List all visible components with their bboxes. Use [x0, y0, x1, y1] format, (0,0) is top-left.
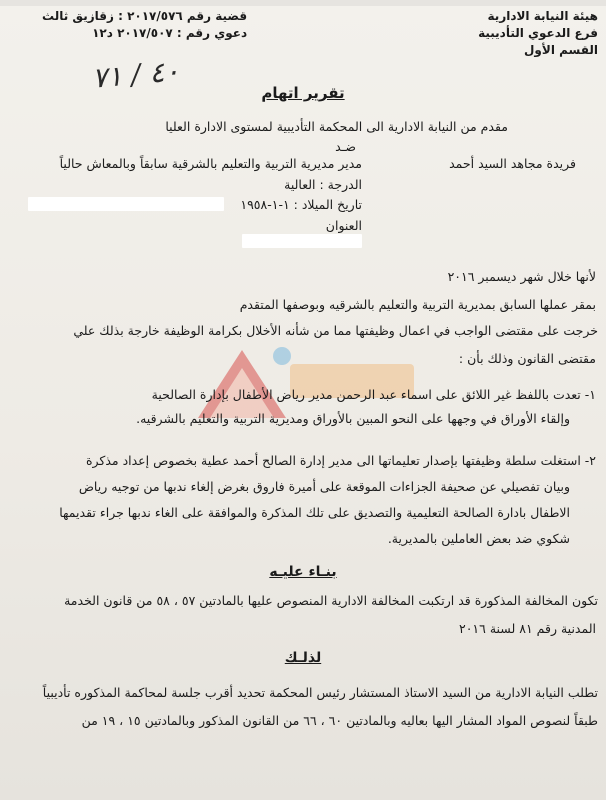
document-title: تقرير اتهام	[261, 84, 345, 102]
redaction-bar	[242, 234, 362, 248]
handwritten-note: ٤٠ / ٧١	[90, 54, 181, 95]
facts-workplace: بمقر عملها السابق بمديرية التربية والتعليم بالشرقيه وبوصفها المتقدم	[239, 297, 596, 312]
facts-period: لأنها خلال شهر ديسمبر ٢٠١٦	[447, 269, 596, 284]
case-reference-block	[42, 8, 247, 42]
issuer-block	[478, 8, 598, 59]
defendant-address-label: العنوان	[325, 218, 362, 233]
defendant-grade: الدرجة : العالية	[284, 177, 362, 192]
org-name: هيئة النيابة الادارية	[487, 9, 598, 23]
defendant-name: فريدة مجاهد السيد أحمد	[449, 156, 576, 171]
basis-heading: بنـاء عليـه	[269, 564, 337, 580]
charge-item-2-line-3: الاطفال بادارة الصالحة التعليمية والتصديق على تلك المذكرة والموافقة على الغاء ندبها جراء تقديمها	[59, 505, 570, 520]
charge-item-2-line-2: وبيان تفصيلي عن صحيفة الجزاءات الموقعة على أميرة فاروق بغرض إلغاء ندبها من توجيه رياض	[78, 479, 570, 494]
charge-item-2-line-4: شكوي ضد بعض العاملين بالمديرية.	[387, 531, 570, 546]
request-line-2: طبقاً لنصوص المواد المشار اليها بعاليه وبالمادتين ٦٠ ، ٦٦ من القانون المذكور وبالمادتين ١٥ ، ١٩ من	[81, 713, 598, 728]
facts-violation: خرجت على مقتضى الواجب في اعمال وظيفتها مما من شأنه الأخلال بكرامة الوظيفة خارجة بذلك علي	[73, 323, 598, 338]
branch-name: فرع الدعوي التأديبية	[478, 26, 598, 40]
request-line-1: تطلب النيابة الادارية من السيد الاستاذ المستشار رئيس المحكمة تحديد أقرب جلسة لمحاكمة المذكوره تأديبياً	[42, 685, 598, 700]
basis-line-1: تكون المخالفة المذكورة قد ارتكبت المخالفة الادارية المنصوص عليها بالمادتين ٥٧ ، ٥٨ من قانون الخدمة	[64, 593, 598, 608]
case-number: قضية رقم ٢٠١٧/٥٧٦ : زقازيق ثالث	[42, 9, 248, 23]
redaction-bar	[28, 197, 224, 211]
section-name: القسم الأول	[524, 43, 598, 57]
charge-item-1-line-1: ١- تعدت باللفظ غير اللائق على اسماء عبد الرحمن مدير رياض الأطفال بإدارة الصالحية	[151, 387, 596, 402]
facts-law-ref: مقتضى القانون وذلك بأن :	[458, 351, 596, 366]
page-top-shadow	[0, 0, 606, 6]
charge-item-2-line-1: ٢- استغلت سلطة وظيفتها بإصدار تعليماتها الى مدير إدارة الصالح أحمد عطية بخصوص إعداد مذكرة	[85, 453, 596, 468]
intro-line: مقدم من النيابة الادارية الى المحكمة التأديبية لمستوى الادارة العليا	[165, 119, 508, 134]
suit-number: دعوي رقم : ٢٠١٧/٥٠٧ د١٢	[92, 26, 248, 40]
therefore-heading: لذلـك	[284, 650, 322, 666]
defendant-position: مدير مديرية التربية والتعليم بالشرقية سابقاً وبالمعاش حالياً	[59, 156, 362, 171]
against-label: ضـد	[335, 139, 356, 154]
basis-line-2: المدنية رقم ٨١ لسنة ٢٠١٦	[459, 621, 596, 636]
defendant-birth: تاريخ الميلاد : ١-١-١٩٥٨	[240, 197, 362, 212]
charge-item-1-line-2: وإلقاء الأوراق في وجهها على النحو المبين بالأوراق ومديرية التربية والتعليم بالشرقيه.	[136, 411, 570, 426]
